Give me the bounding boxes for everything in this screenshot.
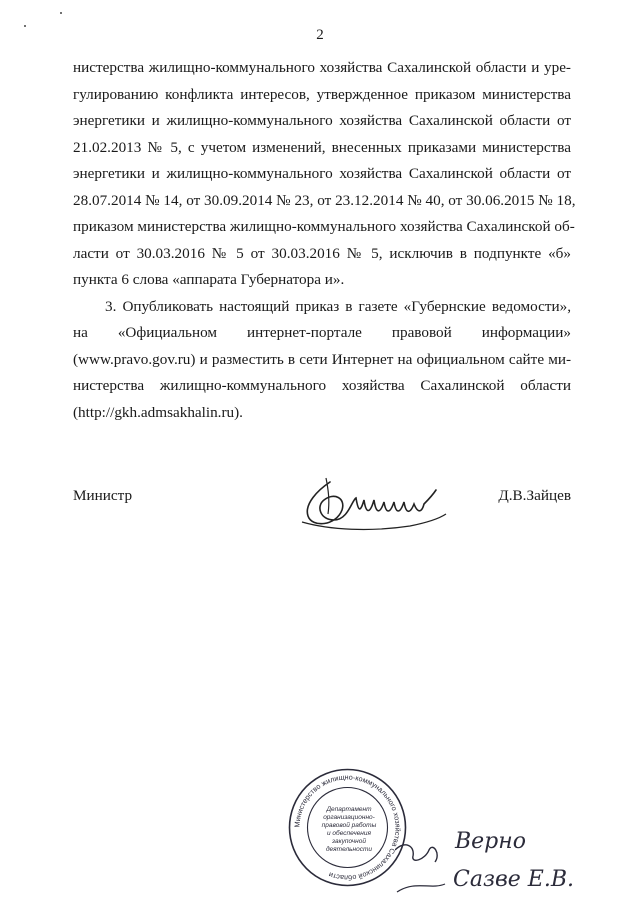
handwritten-certification (395, 820, 595, 900)
text-line: нистерства жилищно-коммунального хозяйства Сахалинской области и уре- (73, 59, 571, 76)
text-line: энергетики и жилищно-коммунального хозяйства Сахалинской области от (73, 112, 571, 129)
official-stamp (285, 765, 410, 890)
text-line: гулированию конфликта интересов, утвержденное приказом министерства (73, 85, 571, 103)
handwritten-word: Верно (455, 829, 527, 854)
text-line: пункта 6 слова «аппарата Губернатора и». (73, 271, 345, 288)
stamp-center-line: деятельности (325, 846, 373, 853)
stamp-ring-text: Министерство жилищно-коммунального хозяйства Сахалинской области (292, 772, 403, 883)
handwritten-name: Сазве Е.В. (453, 867, 574, 892)
text-line: (www.pravo.gov.ru) и разместить в сети Интернет на официальном сайте ми- (73, 350, 571, 368)
scan-speck (60, 12, 62, 14)
text-line: нистерства жилищно-коммунального хозяйства Сахалинской области (73, 377, 571, 394)
text-line: (http://gkh.admsakhalin.ru). (73, 403, 243, 421)
text-line: на «Официальном интернет-портале правовой информации» (73, 324, 571, 341)
signer-name: Д.В.Зайцев (498, 487, 571, 504)
text-line: приказом министерства жилищно-коммунального хозяйства Сахалинской об- (73, 218, 575, 235)
stamp-center-line: и обеспечения (327, 830, 371, 837)
text-line: энергетики и жилищно-коммунального хозяйства Сахалинской области от (73, 165, 571, 182)
stamp-center-line: закупочной (332, 838, 366, 845)
handwritten-signature (290, 470, 450, 540)
text-line: 21.02.2013 № 5, с учетом изменений, внесенных приказами министерства (73, 138, 571, 156)
text-line: ласти от 30.03.2016 № 5 от 30.03.2016 № 5, исключив в подпункте «б» (73, 244, 571, 262)
position-label: Министр (73, 487, 133, 504)
scan-speck (24, 25, 26, 27)
text-line: 28.07.2014 № 14, от 30.09.2014 № 23, от 23.12.2014 № 40, от 30.06.2015 № 18, (73, 191, 576, 209)
text-line: 3. Опубликовать настоящий приказ в газете «Губернские ведомости», (105, 297, 571, 315)
stamp-center-line: Департамент (326, 806, 372, 813)
paragraph-continued (73, 55, 576, 294)
stamp-center-line: организационно- (323, 814, 375, 821)
stamp-center-line: правовой работы (321, 822, 377, 829)
page-number: 2 (316, 27, 324, 43)
document-body (73, 55, 576, 426)
paragraph-3 (73, 294, 571, 427)
